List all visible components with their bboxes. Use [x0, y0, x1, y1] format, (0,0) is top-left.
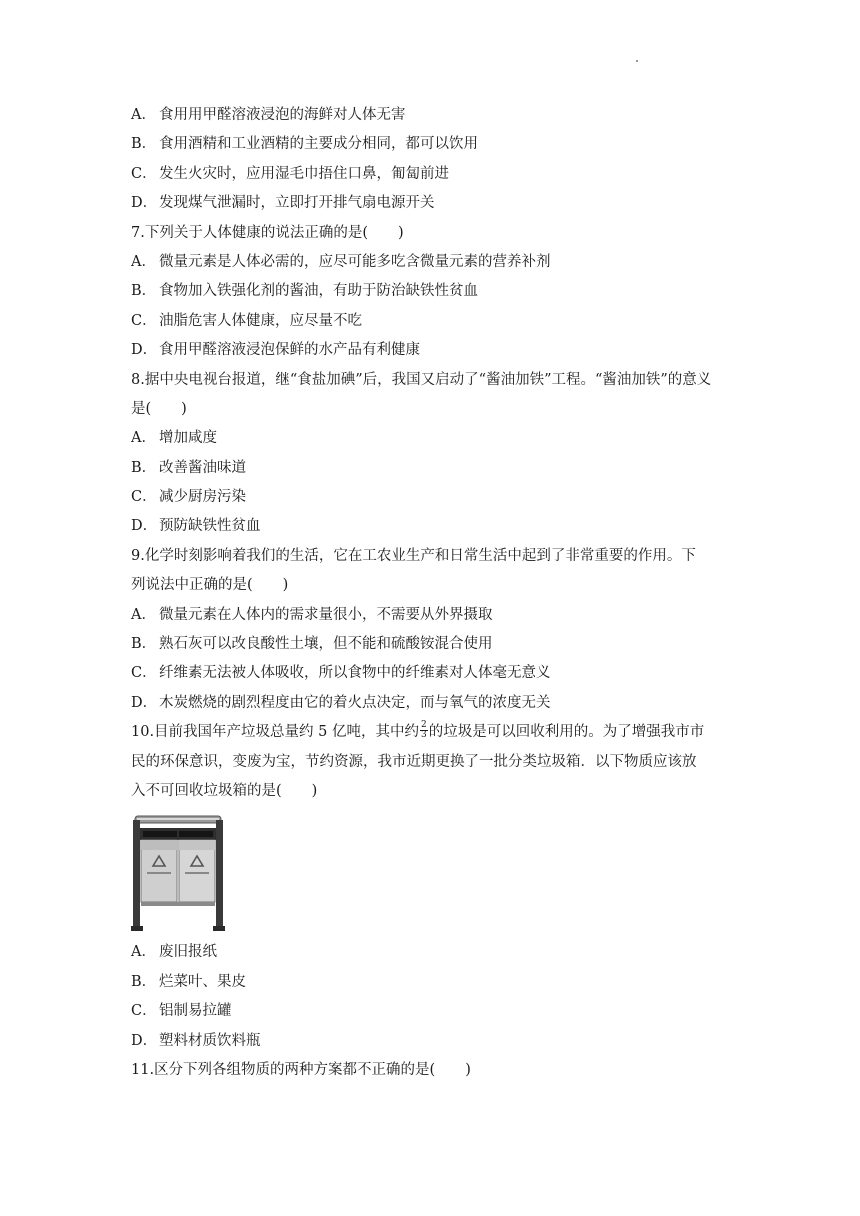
q6-option-d: D． 发现煤气泄漏时，立即打开排气扇电源开关 — [131, 195, 435, 212]
q7-stem: 7.下列关于人体健康的说法正确的是( ) — [131, 224, 404, 241]
q8-option-d: D． 预防缺铁性贫血 — [131, 518, 261, 535]
document-page — [131, 101, 741, 1085]
q9-option-c: C． 纤维素无法被人体吸收，所以食物中的纤维素对人体毫无意义 — [131, 665, 551, 682]
q7-option-c: C． 油脂危害人体健康，应尽量不吃 — [131, 312, 362, 329]
fraction-two-thirds: $\frac{2}{3}$ — [421, 719, 427, 740]
q7-option-d: D． 食用甲醛溶液浸泡保鲜的水产品有利健康 — [131, 342, 420, 359]
question-7 — [131, 219, 741, 366]
question-11 — [131, 1056, 741, 1085]
q6-option-c: C． 发生火灾时，应用湿毛巾捂住口鼻，匍匐前进 — [131, 165, 449, 182]
q10-stem-line-3: 入不可回收垃圾箱的是( ) — [131, 782, 318, 799]
q10-option-b: B． 烂菜叶、果皮 — [131, 973, 246, 990]
recycling-bin-image — [131, 814, 741, 934]
q8-stem-line-1: 8.据中央电视台报道，继“食盐加碘”后，我国又启动了“酱油加铁”工程。“酱油加铁”的意义 — [131, 371, 712, 388]
q10-stem-line-2: 民的环保意识，变废为宝，节约资源，我市近期更换了一批分类垃圾箱．以下物质应该放 — [131, 753, 697, 770]
q9-stem-line-2: 列说法中正确的是( ) — [131, 577, 289, 594]
page-marker-dot — [636, 60, 638, 62]
q8-option-c: C． 减少厨房污染 — [131, 489, 246, 506]
q10-option-d: D． 塑料材质饮料瓶 — [131, 1032, 261, 1049]
recycling-bin-illustration — [131, 814, 227, 934]
q7-option-a: A． 微量元素是人体必需的，应尽可能多吃含微量元素的营养补剂 — [131, 253, 551, 270]
q6-option-b: B． 食用酒精和工业酒精的主要成分相同，都可以饮用 — [131, 136, 478, 153]
q9-option-b: B． 熟石灰可以改良酸性土壤，但不能和硫酸铵混合使用 — [131, 636, 493, 653]
question-8 — [131, 366, 741, 542]
q10-option-a: A． 废旧报纸 — [131, 944, 217, 961]
question-9 — [131, 542, 741, 718]
q7-option-b: B． 食物加入铁强化剂的酱油，有助于防治缺铁性贫血 — [131, 283, 478, 300]
q6-option-a: A． 食用用甲醛溶液浸泡的海鲜对人体无害 — [131, 107, 406, 123]
q9-option-d: D． 木炭燃烧的剧烈程度由它的着火点决定，而与氧气的浓度无关 — [131, 694, 551, 711]
q10-option-c: C． 铝制易拉罐 — [131, 1003, 232, 1020]
q8-stem-line-2: 是( ) — [131, 400, 187, 417]
q9-stem-line-1: 9.化学时刻影响着我们的生活，它在工农业生产和日常生活中起到了非常重要的作用。下 — [131, 547, 696, 564]
q6-options — [131, 101, 741, 219]
q8-option-b: B． 改善酱油味道 — [131, 459, 246, 476]
q10-stem-line-1: 10.目前我国年产垃圾总量约 5 亿吨，其中约 $\frac{2}{3}$ 的垃圾是可以回收利用的。为了增强我市市 — [131, 719, 705, 741]
question-10 — [131, 718, 741, 1056]
q8-option-a: A． 增加咸度 — [131, 430, 217, 447]
q11-stem: 11.区分下列各组物质的两种方案都不正确的是( ) — [131, 1061, 471, 1078]
q9-option-a: A． 微量元素在人体内的需求量很小，不需要从外界摄取 — [131, 606, 493, 623]
